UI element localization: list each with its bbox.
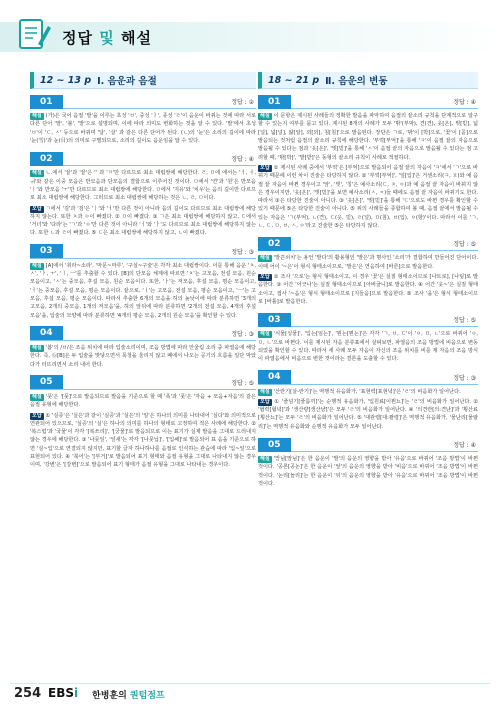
explanation-tag: 해설 <box>32 113 42 119</box>
answer-label: 정답 : ⑤ <box>231 379 254 387</box>
explanation-tag: 오답 <box>260 274 270 280</box>
question-number: 04 <box>258 370 291 384</box>
question-number: 02 <box>258 237 291 251</box>
explanation-paragraph <box>30 412 256 470</box>
answer-label: 정답 : ③ <box>231 248 254 256</box>
explanation-paragraph <box>30 393 256 410</box>
question-block <box>258 371 478 432</box>
question-block <box>30 245 256 320</box>
explanation-paragraph <box>258 164 478 231</box>
explanation-tag: 해설 <box>260 388 270 395</box>
explanation-text: ㄴ.에서 '끝'과 '끝'은 '' 과 'ㄲ'만 다르므로 최소 대립쌍에 해당한다. ㄹ, ㅁ에 에서는 'ㅓ, ㅕ, ㅝ'와 같은 이중 모음은 반모음과 단모음의 결합으로 이루어진 것이다. ㅁ에서 '연'과 '원'은 반모음 'ㅣ'와 반모음 'ㅜ'만 다르므로 최소 대립쌍에 해당한다. ㅁ에서 '지유'와 '치우'는 음의 길이만 다르므로 최소 대립쌍에 해당한다. 그러므로 최소 대립쌍에 해당하는 것은 ㄴ, ㄹ, ㅁ이다. <box>30 170 256 202</box>
answer-label: 정답 : ② <box>231 99 254 106</box>
page-number: 254 <box>14 686 42 701</box>
explanation-tag: 해설 <box>32 170 42 177</box>
explanation-text: '맏님[맘님]'은 한 음운이 '발'의 음운의 영향을 받아 '유음'으로 바뀌어 '조음 방법'이 바뀐 것이다. '공론[공논]'은 한 음운이 '앞'의 음운의 영향을 받아 '비음'으로 바뀌어 '조음 방법'이 바뀐 것이다. '논리[놀리]'는 한 음운이 '뒤'의 음운의 영향을 받아 '유음'으로 바뀌어 '조음 방법'이 바뀐 것이다. <box>258 456 478 487</box>
explanation-tag: 오답 <box>32 205 42 212</box>
left-column <box>30 72 256 477</box>
explanation-text: ① '실증'은 '실은'과 같이 '실증'과 '실은'의 '일'은 하나의 의미를 나타내어 '실다'와 의미적으로 연관되어 있으므로, '실증'의 '실'은 하나의 의미를 하나의 형태로 고정하여 적은 사례에 해당한다. ② '복스럽'과 '국물'이 각각 '[복쓰리]', '[궁물]'로 발음되므로 이는 표기가 실제 발음을 그대로 드러내지 않는 경우에 해당한다. ③ '나뭇잎', '잎새'는 각각 '[나뭇닙]', '[입쌔]'로 발음되어 표 음을 기준으로 하면 '실~입'으로 연결되지 않지만, 표기할 글자 하나하나를 음절로 인식하는 관습에 따라 '입~잎'으로 표현되어 있다. ④ '북어'는 '[부거]'로 발음되어 표기 형태와 음절 유형을 그대로 나타내지 않는 경우이며, '강변'은 '[강변]'으로 발음되어 표기 형태가 음절 유형을 그대로 나타내는 경우이다. <box>30 412 256 469</box>
footer-divider <box>10 683 490 684</box>
question-number: 04 <box>30 326 63 340</box>
question-block <box>258 237 478 306</box>
explanation-tag: 오답 <box>32 412 42 419</box>
explanation-paragraph <box>30 169 256 202</box>
explanation-tag: 해설 <box>32 344 42 351</box>
question-list <box>258 95 478 488</box>
explanation-tag: 해설 <box>260 255 270 262</box>
question-header <box>30 327 256 341</box>
explanation-paragraph <box>30 262 256 320</box>
explanation-paragraph <box>258 455 478 488</box>
explanation-tag: 해설 <box>32 262 42 269</box>
answer-label: 정답 : ⑤ <box>453 317 476 325</box>
question-block <box>258 95 478 230</box>
question-number: 01 <box>258 95 291 109</box>
explanation-paragraph <box>258 254 478 271</box>
question-header <box>30 245 256 259</box>
section-heading: 12 ~ 13 p Ⅰ. 음운과 음절 <box>30 72 256 89</box>
explanation-text: ① '줄넘기[줄룸끼]'는 순행적 유음화가, '입원료[이붠뇨]'는 'ㄹ'의 비음화가 일어난다. ② '협력[혐녁]'과 '생산량[생산냥]'은 모두 'ㄹ'의 비음화가 일어난다. ④ '의견란[의:견난]'과 '횡산료[횡산뇨]'는 모두 'ㄹ'의 비음화가 일어난다. ⑤ '대관령[대:괄령]'은 역행적 유음화가, '물난리[물랄리]'는 역행적 유음화와 순행적 유음화가 모두 일어난다. <box>258 398 478 430</box>
answer-label: 정답 : ⑤ <box>453 241 476 249</box>
question-number: 02 <box>30 152 63 166</box>
question-header <box>258 313 478 327</box>
page-header <box>0 0 500 62</box>
explanation-text: '발끈쇠치'는 용언 '발다'의 활용형인 '발은'과 명사인 '소리'가 결합하여 만들어진 단어이다. 이때 어이 '~은'이 형식 형태소이므로, '발은'은 연음하여 [바른]으로 발음한다. <box>258 255 478 270</box>
explanation-text: ① 제시된 사례 중에서 '부엌'은 [부억]으로 발음되어 음절 끝의 자음이 'ㅋ'에서 'ㄱ'으로 바뀌기 때문에 이런 차이 진술은 타당하지 않다. ② '부엌[부억]', '잎[입]'은 거센소리(ㅋ, ㅍ)와 예 음절 끝 자음이 바뀐 경우이고 '앞', '빚', '칭'은 예사소리(ㄷ, ㅊ, ㅇ)과 예 음절 끝 자음이 바뀌지 않은 경우이지만, '옷[온]', '빚[빋]'을 보면 예사소리(ㅅ, ㅈ)들 때에도 음절 끝 자음이 바뀌기도 한다. 따라서 ③은 타당한 진술이 아니다. ③ '옷[온]', '빚[빋]'을 통해 'ㄷ'으로도 바뀐 경우를 확인할 수 있기 때문에 ⑤은 타당한 진술이 아니다. ⑤ 위의 사례들을 종합하여 볼 때, 음절 끝에서 발음될 수 있는 자음은 'ㄱ(부억), ㄴ(견), ㄷ(옷, 빋), ㄹ(널), ㅁ(침), ㅂ(입), ㅇ(항)'이다. 따라서 이를 'ㄱ, ㄴ, ㄷ, ㅁ, ㅂ, ㅅ, ㅇ'라고 진술한 ⑤은 타당하지 않다. <box>258 164 478 230</box>
explanation-tag: 오답 <box>260 398 270 405</box>
question-header <box>30 95 256 109</box>
answer-label: 정답 : ③ <box>231 330 254 338</box>
question-header <box>258 371 478 385</box>
explanation-paragraph <box>30 205 256 238</box>
explanation-paragraph <box>30 344 256 369</box>
question-block <box>258 438 478 488</box>
question-block <box>30 95 256 145</box>
explanation-text: 이 문항은 제시된 사례들의 정확한 발음을 파악하여 음절의 끝소리 규칙을 단계적으로 알구할 수 있는지 여부를 묻고 있다. 제시된 8개의 사례가 모두 '밖'(부막), 견(견), 옷[온], 빚[빋], 넓[널], 넓[널], 앓[알], 외[외], 침[침]'으로 발음된다. 장단은 ㄱ로, '밖'이 [박]으로, '꽃'이 [꼳]으로 발음되는 것처럼 음절의 끝소리 규칙에 해당한다. '부엌[부억]'을 통해 'ㅋ'이 음절 끝의 자음으로 발음될 수 있다는 점과 '옷[온]', '빚[빋]'을 통해 'ㅅ'이 음절 끝의 자음으로 발음될 수 있다는 점 고려할 때, '밖[박]', '밭[받]'은 동형의 끝소리 규칙이 사례로 적절하다. <box>258 113 478 161</box>
question-list <box>30 95 256 470</box>
notebook-pencil-icon <box>16 14 52 54</box>
section-heading: 18 ~ 21 p Ⅱ. 음운의 변동 <box>258 72 478 89</box>
explanation-tag: 해설 <box>32 393 42 400</box>
explanation-text: ① 조사 '으로'는 형식 형태소이고, 이 경우 '꽃'은 실질 형태소이므로 [나트로], [나팅]로 발음한다. ③ 어간 '어긋나'는 실질 형태소이므로 [아버굴니]로 발음한다. ④ 어간 '웃~'은 실질 형태소이고, 접사 '~음'은 형식 형태소이므로 [지들음]으로 발음한다. ⑤ 조사 '을'은 형식 형태소이므로 [바틀]로 발음한다. <box>258 274 478 305</box>
page-footer <box>0 680 500 708</box>
page-title: 정답 및 해설 <box>62 29 152 47</box>
explanation-tag: 해설 <box>260 113 270 119</box>
question-header <box>258 438 478 452</box>
right-column <box>258 72 478 495</box>
explanation-paragraph <box>30 112 256 145</box>
question-header <box>258 95 478 109</box>
question-block <box>258 313 478 363</box>
question-number: 05 <box>258 438 291 452</box>
explanation-text: ㄱ에서 '김'과 '검'은 'ㅣ'와 'ㅓ'만 다른 것이 아니라 음의 길이도 다르므로 최소 대립쌍에 해당하지 않는다. 또한 ㅊ과 ㅇ이 빠졌다. ② ㅁ이 빠졌다. ③ ㄱ은 최소 대립쌍에 해당하지 않고, ㄷ에서 '거녀'와 '다라'는 'ㄱ'과 'ㅇ'만 다른 것이 아니라 'ㅓ'와 'ㅏ'도 다르므로 최소 대립쌍에 해당하지 않는다. 또한 ㄴ과 ㄹ이 빠졌다. ⑤ ㄷ은 최소 대립쌍에 해당하지 않고, ㄴ이 빠졌다. <box>30 205 256 237</box>
explanation-paragraph <box>258 388 478 396</box>
question-block <box>30 152 256 238</box>
explanation-text: '봄'의 /ㅂ/은 조음 위치에 따라 입술소리이며, 조음 방법에 따라 안울림 소리 중 파열음에 해당한다. 즉, ⓑ[B]은 두 입술을 맞닿으면서 목청을 울리지 않고 폐에서 나오는 공기의 흐름을 일단 막았다가 터뜨리면서 소리 내어 한다. <box>30 344 256 368</box>
question-block <box>30 376 256 470</box>
question-number: 01 <box>30 95 63 109</box>
question-header <box>258 237 478 251</box>
ebs-logo: EBSi <box>48 686 79 700</box>
answer-label: 정답 : ④ <box>231 156 254 164</box>
explanation-text: '풋'은 '[풋]'으로 발음되므로 발음을 기준으로 할 때 '폭'과 '풋'은 '자음 + 모음+자음'의 같은 음절 유형에 해당한다. <box>30 393 256 409</box>
explanation-tag: 해설 <box>260 331 270 338</box>
explanation-tag: 오답 <box>260 164 270 171</box>
explanation-text: '식물[싱물]', '입는[임는]', '뭔는[뭔는]'은 각각 'ㄱ, ㅂ, ㄷ'이 'ㅇ, ㅁ, ㄴ'으로 바뀌어 'ㅇ, ㅁ, ㄴ'으로 바뀐다. 이를 제시된 자음 분류표에서 살펴보면, 파열음의 조음 방법에 비음으로 변동되었을 확인할 수 있다. 따라서 세 사례 모두 자음이 자신의 조음 위치를 비를 제 자음의 조음 방식이 파열음에서 비음으로 변한 것이라는 결론을 도출할 수 있다. <box>258 331 478 363</box>
answer-label: 정답 : ④ <box>453 99 476 106</box>
answer-label: 정답 : ③ <box>453 374 476 382</box>
book-brand: 한병훈의 퀀텀점프 <box>92 691 165 701</box>
explanation-paragraph <box>258 398 478 431</box>
question-header <box>30 152 256 166</box>
explanation-text: (가)은 국어 음절 '발'을 이루는 초성 'ㅂ', 중성 'ㅏ', 종성 'ㄹ'이 음운이 바뀌는 것에 따라 서로 다른 단어 '말', '불', '밭'으로 설명되며, 이에 따라 의미도 변화하는 것을 알 수 있다. '발'에서 초성 'ㅂ'이 'ㄷ, ㅅ' 등으로 바뀌며 '달', '살' 과 같은 다른 단어가 된다. (ㄴ)의 '눈'은 소리의 길이에 따라 '눈(雪)'과 눈(目)의 의미로 구별되므로, 소리의 길이도 음운임을 알 수 있다. <box>30 113 256 144</box>
question-number: 05 <box>30 375 63 389</box>
question-number: 03 <box>30 244 63 258</box>
explanation-tag: 해설 <box>260 456 270 463</box>
explanation-paragraph <box>258 330 478 363</box>
explanation-paragraph <box>258 273 478 306</box>
question-block <box>30 327 256 369</box>
answer-label: 정답 : ④ <box>453 442 476 450</box>
explanation-text: [A]에서 '취라~소라', '마문~마루', '구실~구술'은 각각 최소 대립쌍이다. 이를 통해 음운 'ㅊ, ㅅ', 'ㅏ, ㅜ', 'ㅣ, ㅡ'를 추출할 수 있다. [B]의 단모음 체계에 따르면 'ㅊ'는 고모음, 전설 모음, 원순 모음이고, 'ㅅ'는 중모음, 후설 모음, 원순 모음이다. 또한, 'ㅏ'는 저모음, 후설 모음, 평순 모음이고, 'ㅓ'는 중모음, 후설 모음, 평순 모음이다. 끝으로, 'ㅣ'는 고모음, 전설 모음, 평순 모음이고, 'ㅡ'는 고모음, 후설 모음, 평순 모음이다. 따라서 추출한 6개의 모음을 허의 높낮이에 따라 분류하면 '3개의 고모음, 2개의 중모음, 1개의 저모음'을, 허의 앞뒤에 따라 분류하면 '2개의 전설 모음, 4개의 후설 모음'을, 입술의 모양에 따라 분류하면 '4개의 평순 모음, 2개의 원순 모음'을 확인할 수 있다. <box>30 262 256 319</box>
question-number: 03 <box>258 313 291 327</box>
explanation-text: '산란기[살-란기]'는 역행적 유음화가, '표현력[표현녁]'은 'ㄹ'의 비음화가 일어난다. <box>273 388 461 395</box>
explanation-paragraph <box>258 112 478 162</box>
question-header <box>30 376 256 390</box>
